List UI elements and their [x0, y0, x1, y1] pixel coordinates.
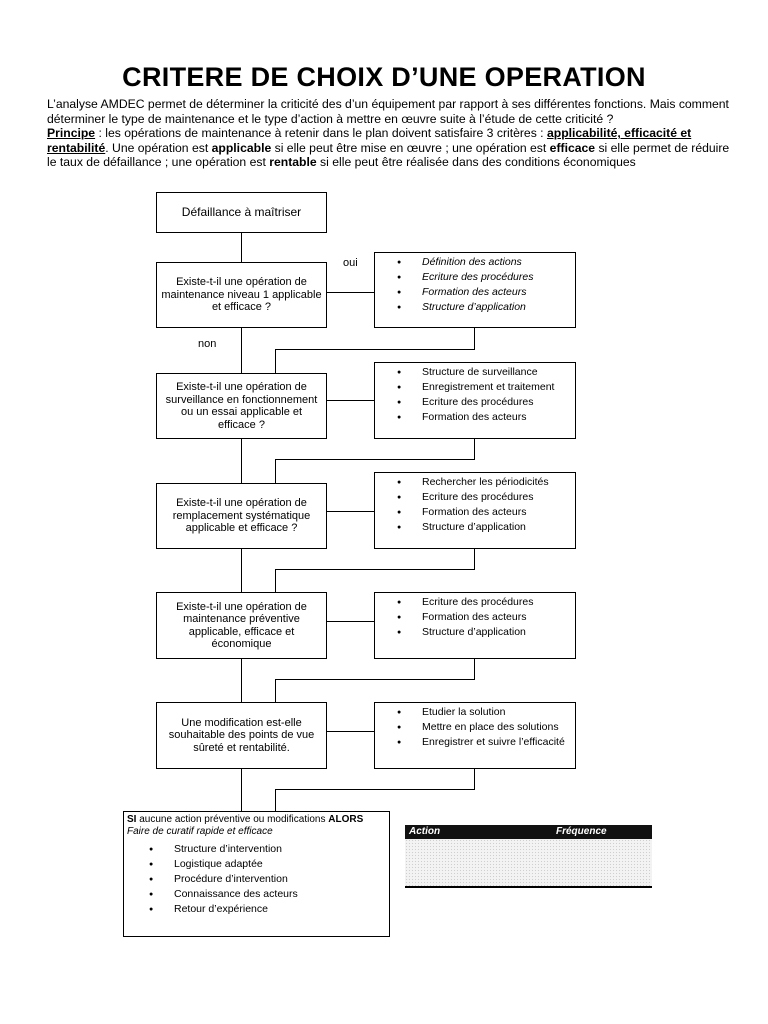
principe-text-5: si elle peut être réalisée dans des conditions économiques [316, 155, 636, 170]
principe-text-3: si elle peut être mise en œuvre ; une opération est [271, 140, 550, 155]
principe-label: Principe [47, 126, 96, 141]
column-frequence: Fréquence [556, 826, 607, 837]
efficace-word: efficace [549, 140, 596, 155]
connector [275, 349, 475, 350]
final-item: ● Structure d’intervention [127, 842, 386, 857]
table-body [405, 839, 652, 888]
connector [327, 731, 374, 732]
final-subheading: Faire de curatif rapide et efficace [127, 826, 273, 837]
action-item: ● Ecriture des procédures [375, 270, 575, 285]
connector [275, 459, 475, 460]
action-item: ● Etudier la solution [375, 705, 575, 720]
final-item: ● Logistique adaptée [127, 857, 386, 872]
action-item: ● Mettre en place des solutions [375, 720, 575, 735]
connector [241, 548, 242, 592]
actions-box-3 [374, 472, 576, 549]
connector [275, 789, 276, 811]
connector [275, 569, 276, 592]
question-3: Existe-t-il une opération de remplacement systématique applicable et efficace ? [156, 483, 327, 549]
si-word: SI [127, 814, 137, 825]
connector [241, 232, 242, 262]
action-item: ● Ecriture des procédures [375, 490, 575, 505]
page-title: CRITERE DE CHOIX D’UNE OPERATION [122, 62, 646, 92]
action-item: ● Formation des acteurs [375, 410, 575, 425]
action-item: ● Enregistrement et traitement [375, 380, 575, 395]
principe-text-4: si elle permet de réduire le taux de défaillance ; une opération est [47, 140, 730, 170]
rentable-word: rentable [269, 155, 317, 170]
actions-box-2 [374, 362, 576, 439]
connector [327, 292, 374, 293]
oui-label: oui [343, 257, 358, 269]
connector [275, 349, 276, 373]
connector [241, 658, 242, 702]
question-5: Une modification est-elle souhaitable des points de vue sûreté et rentabilité. [156, 702, 327, 769]
action-item: ● Enregistrer et suivre l’efficacité [375, 735, 575, 750]
connector [275, 679, 276, 702]
action-item: ● Structure d’application [375, 520, 575, 535]
final-heading [127, 814, 386, 826]
connector [327, 511, 374, 512]
final-item: ● Procédure d’intervention [127, 872, 386, 887]
connector [474, 548, 475, 570]
connector [474, 327, 475, 350]
actions-box-4 [374, 592, 576, 659]
connector [241, 768, 242, 811]
connector [275, 789, 475, 790]
connector [474, 768, 475, 790]
principe-text-2: . Une opération est [105, 140, 212, 155]
column-action: Action [409, 826, 441, 837]
action-item: ● Définition des actions [375, 255, 575, 270]
applicable-word: applicable [211, 140, 272, 155]
alors-word: ALORS [328, 814, 364, 825]
action-item: ● Rechercher les périodicités [375, 475, 575, 490]
actions-box-5 [374, 702, 576, 769]
connector [474, 438, 475, 460]
action-frequency-table [405, 825, 652, 889]
connector [241, 327, 242, 373]
final-heading-text: aucune action préventive ou modifications [136, 814, 329, 825]
connector [327, 400, 374, 401]
table-header [405, 825, 652, 839]
non-label: non [198, 338, 217, 350]
question-4: Existe-t-il une opération de maintenance préventive applicable, efficace et économique [156, 592, 327, 659]
action-item: ● Formation des acteurs [375, 610, 575, 625]
connector [275, 679, 475, 680]
actions-box-1 [374, 252, 576, 328]
intro-text [47, 97, 737, 170]
start-box: Défaillance à maîtriser [156, 192, 327, 233]
principe-text: : les opérations de maintenance à retenir dans le plan doivent satisfaire 3 critères : [95, 126, 547, 141]
action-item: ● Structure d’application [375, 300, 575, 315]
action-item: ● Formation des acteurs [375, 505, 575, 520]
connector [241, 438, 242, 483]
final-item: ● Retour d’expérience [127, 902, 386, 917]
action-item: ● Ecriture des procédures [375, 595, 575, 610]
connector [474, 658, 475, 680]
connector [275, 569, 475, 570]
action-item: ● Structure de surveillance [375, 365, 575, 380]
intro-paragraph: L’analyse AMDEC permet de déterminer la criticité des d’un équipement par rapport à ses différentes fonctions. Mais comment déterminer le type de maintenance et le type d’action à mettre en œuvre suite à l’étude de cette criticité ? [47, 97, 729, 126]
connector [327, 621, 374, 622]
action-item: ● Structure d’application [375, 625, 575, 640]
question-2: Existe-t-il une opération de surveillance en fonctionnement ou un essai applicable et efficace ? [156, 373, 327, 439]
criteria-text: applicabilité, efficacité et rentabilité [47, 126, 692, 155]
final-item: ● Connaissance des acteurs [127, 887, 386, 902]
action-item: ● Formation des acteurs [375, 285, 575, 300]
principe-paragraph [47, 126, 737, 170]
question-1: Existe-t-il une opération de maintenance niveau 1 applicable et efficace ? [156, 262, 327, 328]
connector [275, 459, 276, 483]
action-item: ● Ecriture des procédures [375, 395, 575, 410]
final-box [123, 811, 390, 937]
